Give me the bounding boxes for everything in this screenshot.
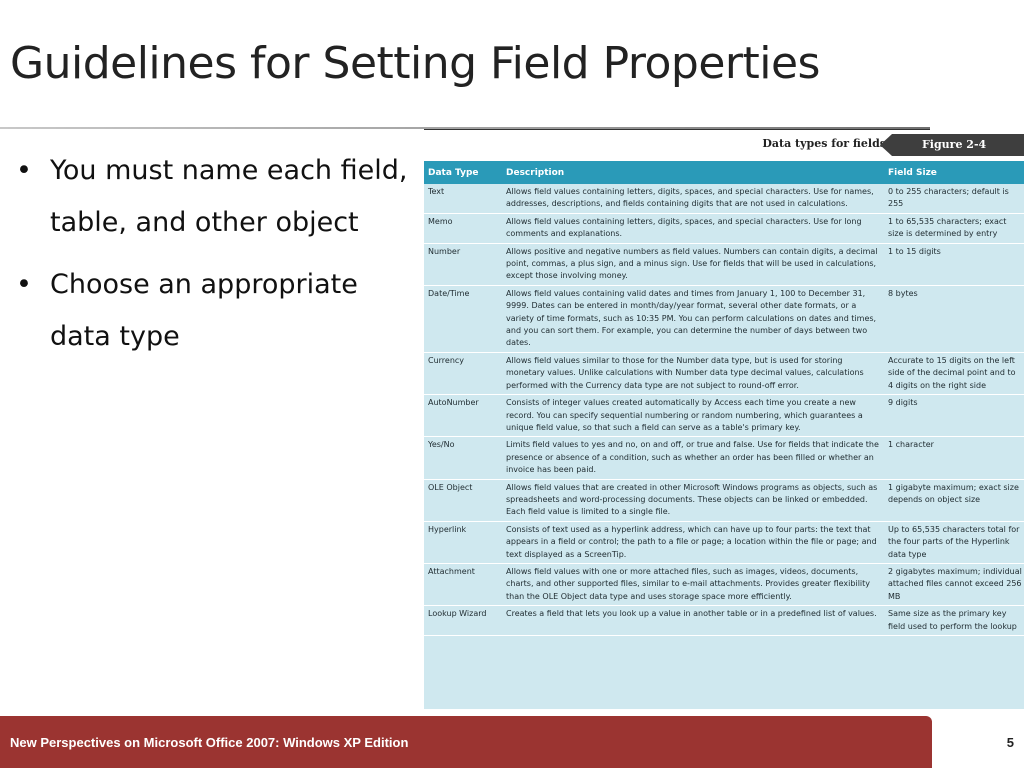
cell-field-size: Same size as the primary key field used to perform the lookup [884, 606, 1024, 636]
cell-description: Allows positive and negative numbers as field values. Numbers can contain digits, a decimal point, commas, a plus sign, and a minus sign. Use for fields that will be used in calculations, except those involving money. [502, 243, 884, 285]
data-types-table [424, 161, 1024, 636]
table-row [424, 243, 1024, 285]
table-row [424, 521, 1024, 563]
cell-description: Allows field values that are created in other Microsoft Windows programs as objects, such as spreadsheets and word-processing documents. These objects can be linked or embedded. Each field value is limited to a single file. [502, 479, 884, 521]
table-row [424, 437, 1024, 479]
table-row [424, 606, 1024, 636]
cell-data-type: Currency [424, 352, 502, 394]
cell-data-type: Date/Time [424, 285, 502, 352]
figure-header [424, 134, 1024, 156]
cell-description: Allows field values with one or more attached files, such as images, videos, documents, charts, and other supported files, similar to e-mail attachments. Provides greater flexibility than the OLE Object data type and uses storage space more efficiently. [502, 563, 884, 605]
cell-data-type: OLE Object [424, 479, 502, 521]
cell-data-type: Attachment [424, 563, 502, 605]
data-types-figure [424, 161, 1024, 709]
bullet-text: Choose an appropriate data type [50, 269, 358, 352]
table-header-row [424, 161, 1024, 184]
bullet-item [14, 259, 424, 363]
footer-text: New Perspectives on Microsoft Office 2007: Windows XP Edition [10, 735, 409, 750]
cell-description: Consists of text used as a hyperlink address, which can have up to four parts: the text that appears in a field or control; the path to a file or page; a location within the file or page; and text displayed as a ScreenTip. [502, 521, 884, 563]
bullet-icon: • [16, 269, 32, 300]
table-row [424, 563, 1024, 605]
slide-title: Guidelines for Setting Field Properties [10, 38, 820, 89]
figure-caption: Data types for fields [762, 137, 886, 150]
cell-description: Limits field values to yes and no, on and off, or true and false. Use for fields that indicate the presence or absence of a condition, such as whether an order has been filled or whether an invoice has been paid. [502, 437, 884, 479]
column-header-field-size: Field Size [884, 161, 1024, 184]
table-row [424, 352, 1024, 394]
bullet-icon: • [16, 155, 32, 186]
cell-field-size: Up to 65,535 characters total for the four parts of the Hyperlink data type [884, 521, 1024, 563]
column-header-data-type: Data Type [424, 161, 502, 184]
table-row [424, 395, 1024, 437]
cell-field-size: 1 to 65,535 characters; exact size is determined by entry [884, 213, 1024, 243]
cell-data-type: Memo [424, 213, 502, 243]
cell-description: Creates a field that lets you look up a value in another table or in a predefined list of values. [502, 606, 884, 636]
figure-label: Figure 2-4 [892, 134, 1024, 156]
cell-field-size: Accurate to 15 digits on the left side of the decimal point and to 4 digits on the right side [884, 352, 1024, 394]
column-header-description: Description [502, 161, 884, 184]
table-row [424, 479, 1024, 521]
cell-data-type: AutoNumber [424, 395, 502, 437]
cell-field-size: 1 gigabyte maximum; exact size depends on object size [884, 479, 1024, 521]
cell-data-type: Number [424, 243, 502, 285]
bullet-item [14, 145, 424, 249]
bullet-list [14, 145, 424, 373]
cell-field-size: 9 digits [884, 395, 1024, 437]
cell-description: Allows field values containing letters, digits, spaces, and special characters. Use for long comments and explanations. [502, 213, 884, 243]
bullet-text: You must name each field, table, and other object [50, 155, 408, 238]
footer-bar [0, 716, 932, 768]
table-row [424, 285, 1024, 352]
cell-description: Allows field values containing letters, digits, spaces, and special characters. Use for names, addresses, descriptions, and fields containing digits that are not used in calculations. [502, 184, 884, 213]
cell-description: Consists of integer values created automatically by Access each time you create a new record. You can specify sequential numbering or random numbering, which guarantees a unique field value, so that such a field can serve as a table's primary key. [502, 395, 884, 437]
page-number: 5 [1006, 735, 1014, 750]
cell-field-size: 1 character [884, 437, 1024, 479]
cell-data-type: Hyperlink [424, 521, 502, 563]
cell-data-type: Yes/No [424, 437, 502, 479]
cell-field-size: 1 to 15 digits [884, 243, 1024, 285]
figure-rule [424, 129, 930, 130]
cell-data-type: Text [424, 184, 502, 213]
cell-field-size: 8 bytes [884, 285, 1024, 352]
table-row [424, 213, 1024, 243]
cell-description: Allows field values containing valid dates and times from January 1, 100 to December 31, 9999. Dates can be entered in month/day/year format, several other date formats, or a variety of time formats, such as 10:35 PM. You can perform calculations on dates and times, and you can sort them. For example, you can determine the number of days between two dates. [502, 285, 884, 352]
cell-data-type: Lookup Wizard [424, 606, 502, 636]
table-row [424, 184, 1024, 213]
cell-description: Allows field values similar to those for the Number data type, but is used for storing monetary values. Unlike calculations with Number data type decimal values, calculations performed with the Currency data type are not subject to round-off error. [502, 352, 884, 394]
cell-field-size: 0 to 255 characters; default is 255 [884, 184, 1024, 213]
cell-field-size: 2 gigabytes maximum; individual attached files cannot exceed 256 MB [884, 563, 1024, 605]
